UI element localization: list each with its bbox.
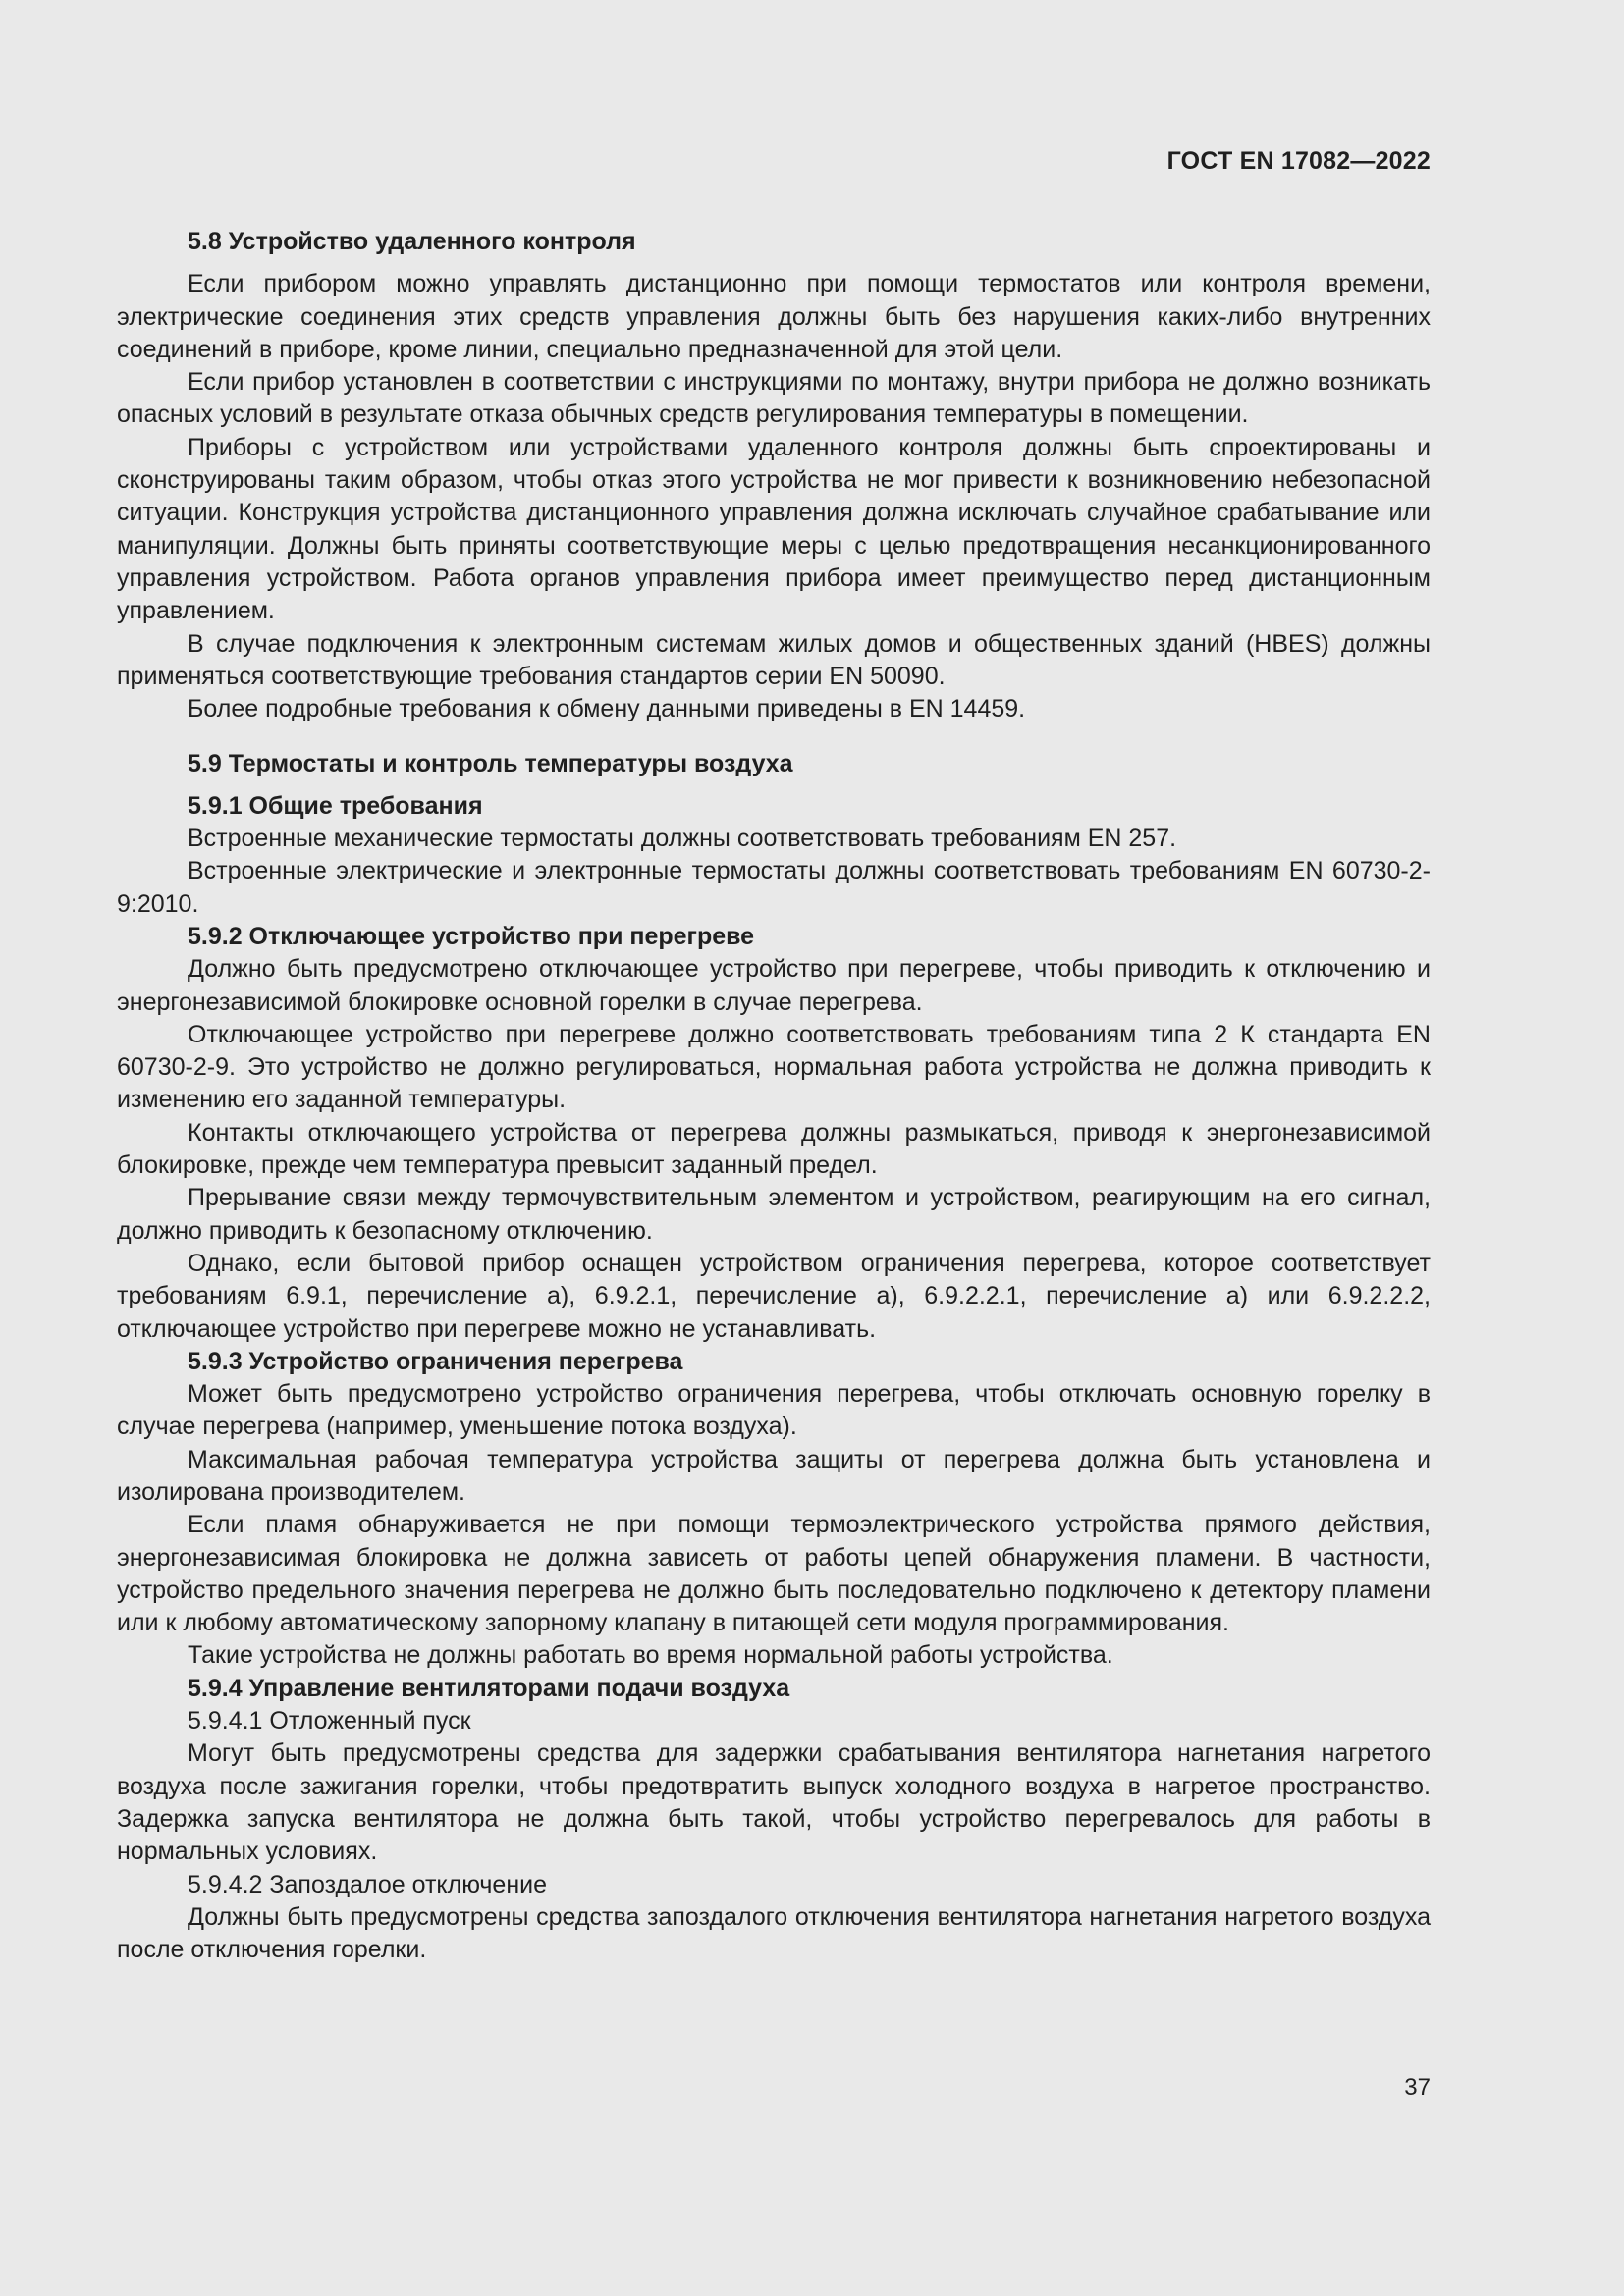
paragraph: Если прибор установлен в соответствии с инструкциями по монтажу, внутри прибора не должно возникать опасных условий в результате отказа обычных средств регулирования температуры в помещении. [117, 368, 1431, 429]
paragraph: Должно быть предусмотрено отключающее устройство при перегреве, чтобы приводить к отключению и энергонезависимой блокировке основной горелки в случае перегрева. [117, 955, 1431, 1016]
paragraph: Если пламя обнаруживается не при помощи термоэлектрического устройства прямого действия, энергонезависимая блокировка не должна зависеть от работы цепей обнаружения пламени. В частности, устройство предельного значения перегрева не должно быть последовательно подключено к детектору пламени или к любому автоматическому запорному клапану в питающей сети модуля программирования. [117, 1511, 1431, 1637]
section-heading-5-8: 5.8 Устройство удаленного контроля [188, 228, 636, 255]
paragraph: Такие устройства не должны работать во время нормальной работы устройства. [188, 1641, 1113, 1670]
subsection-heading-5-9-4: 5.9.4 Управление вентиляторами подачи воздуха [188, 1674, 790, 1702]
subsection-heading-5-9-1: 5.9.1 Общие требования [188, 791, 483, 820]
subsection-heading-5-9-3: 5.9.3 Устройство ограничения перегрева [188, 1347, 683, 1375]
paragraph: Контакты отключающего устройства от перегрева должны размыкаться, приводя к энергонезависимой блокировке, прежде чем температура превысит заданный предел. [117, 1118, 1431, 1180]
page-number: 37 [1404, 2074, 1431, 2101]
paragraph: Приборы с устройством или устройствами удаленного контроля должны быть спроектированы и сконструированы таким образом, чтобы отказ этого устройства не мог привести к возникновению небезопасной ситуации. Конструкция устройства дистанционного управления должна исключать случайное срабатывание или манипуляции. Должны быть приняты соответствующие меры с целью предотвращения несанкционированного управления устройством. Работа органов управления прибора имеет преимущество перед дистанционным управлением. [117, 433, 1431, 625]
paragraph: Могут быть предусмотрены средства для задержки срабатывания вентилятора нагнетания нагретого воздуха после зажигания горелки, чтобы предотвратить выпуск холодного воздуха в нагретое пространство. Задержка запуска вентилятора не должна быть такой, чтобы устройство перегревалось для работы в нормальных условиях. [117, 1739, 1431, 1866]
clause-heading-5-9-4-2: 5.9.4.2 Запоздалое отключение [188, 1870, 548, 1898]
paragraph: Если прибором можно управлять дистанционно при помощи термостатов или контроля времени, электрические соединения этих средств управления должны быть без нарушения каких-либо внутренних соединений в приборе, кроме линии, специально предназначенной для этой цели. [117, 270, 1431, 363]
paragraph: Прерывание связи между термочувствительным элементом и устройством, реагирующим на его сигнал, должно приводить к безопасному отключению. [117, 1184, 1431, 1245]
document-header: ГОСТ EN 17082—2022 [1166, 147, 1431, 175]
clause-heading-5-9-4-1: 5.9.4.1 Отложенный пуск [188, 1707, 471, 1735]
paragraph: Максимальная рабочая температура устройства защиты от перегрева должна быть установлена и изолирована производителем. [117, 1445, 1431, 1506]
paragraph: Однако, если бытовой прибор оснащен устройством ограничения перегрева, которое соответствует требованиям 6.9.1, перечисление а), 6.9.2.1, перечисление а), 6.9.2.2.1, перечисление а) или 6.9.2.2.2, отключающее устройство при перегреве можно не устанавливать. [117, 1249, 1431, 1343]
section-heading-5-9: 5.9 Термостаты и контроль температуры воздуха [188, 750, 793, 778]
paragraph: Более подробные требования к обмену данными приведены в EN 14459. [188, 695, 1026, 723]
paragraph: Должны быть предусмотрены средства запоздалого отключения вентилятора нагнетания нагретого воздуха после отключения горелки. [117, 1902, 1431, 1964]
document-body [117, 226, 1431, 1966]
paragraph: Встроенные электрические и электронные термостаты должны соответствовать требованиям EN 60730-2-9:2010. [117, 857, 1431, 918]
paragraph: В случае подключения к электронным системам жилых домов и общественных зданий (HBES) должны применяться соответствующие требования стандартов серии EN 50090. [117, 629, 1431, 690]
paragraph: Может быть предусмотрено устройство ограничения перегрева, чтобы отключать основную горелку в случае перегрева (например, уменьшение потока воздуха). [117, 1380, 1431, 1441]
paragraph: Встроенные механические термостаты должны соответствовать требованиям EN 257. [188, 825, 1177, 853]
paragraph: Отключающее устройство при перегреве должно соответствовать требованиям типа 2 К стандарта EN 60730-2-9. Это устройство не должно регулироваться, нормальная работа устройства не должна приводить к изменению его заданной температуры. [117, 1020, 1431, 1114]
subsection-heading-5-9-2: 5.9.2 Отключающее устройство при перегреве [188, 922, 755, 950]
